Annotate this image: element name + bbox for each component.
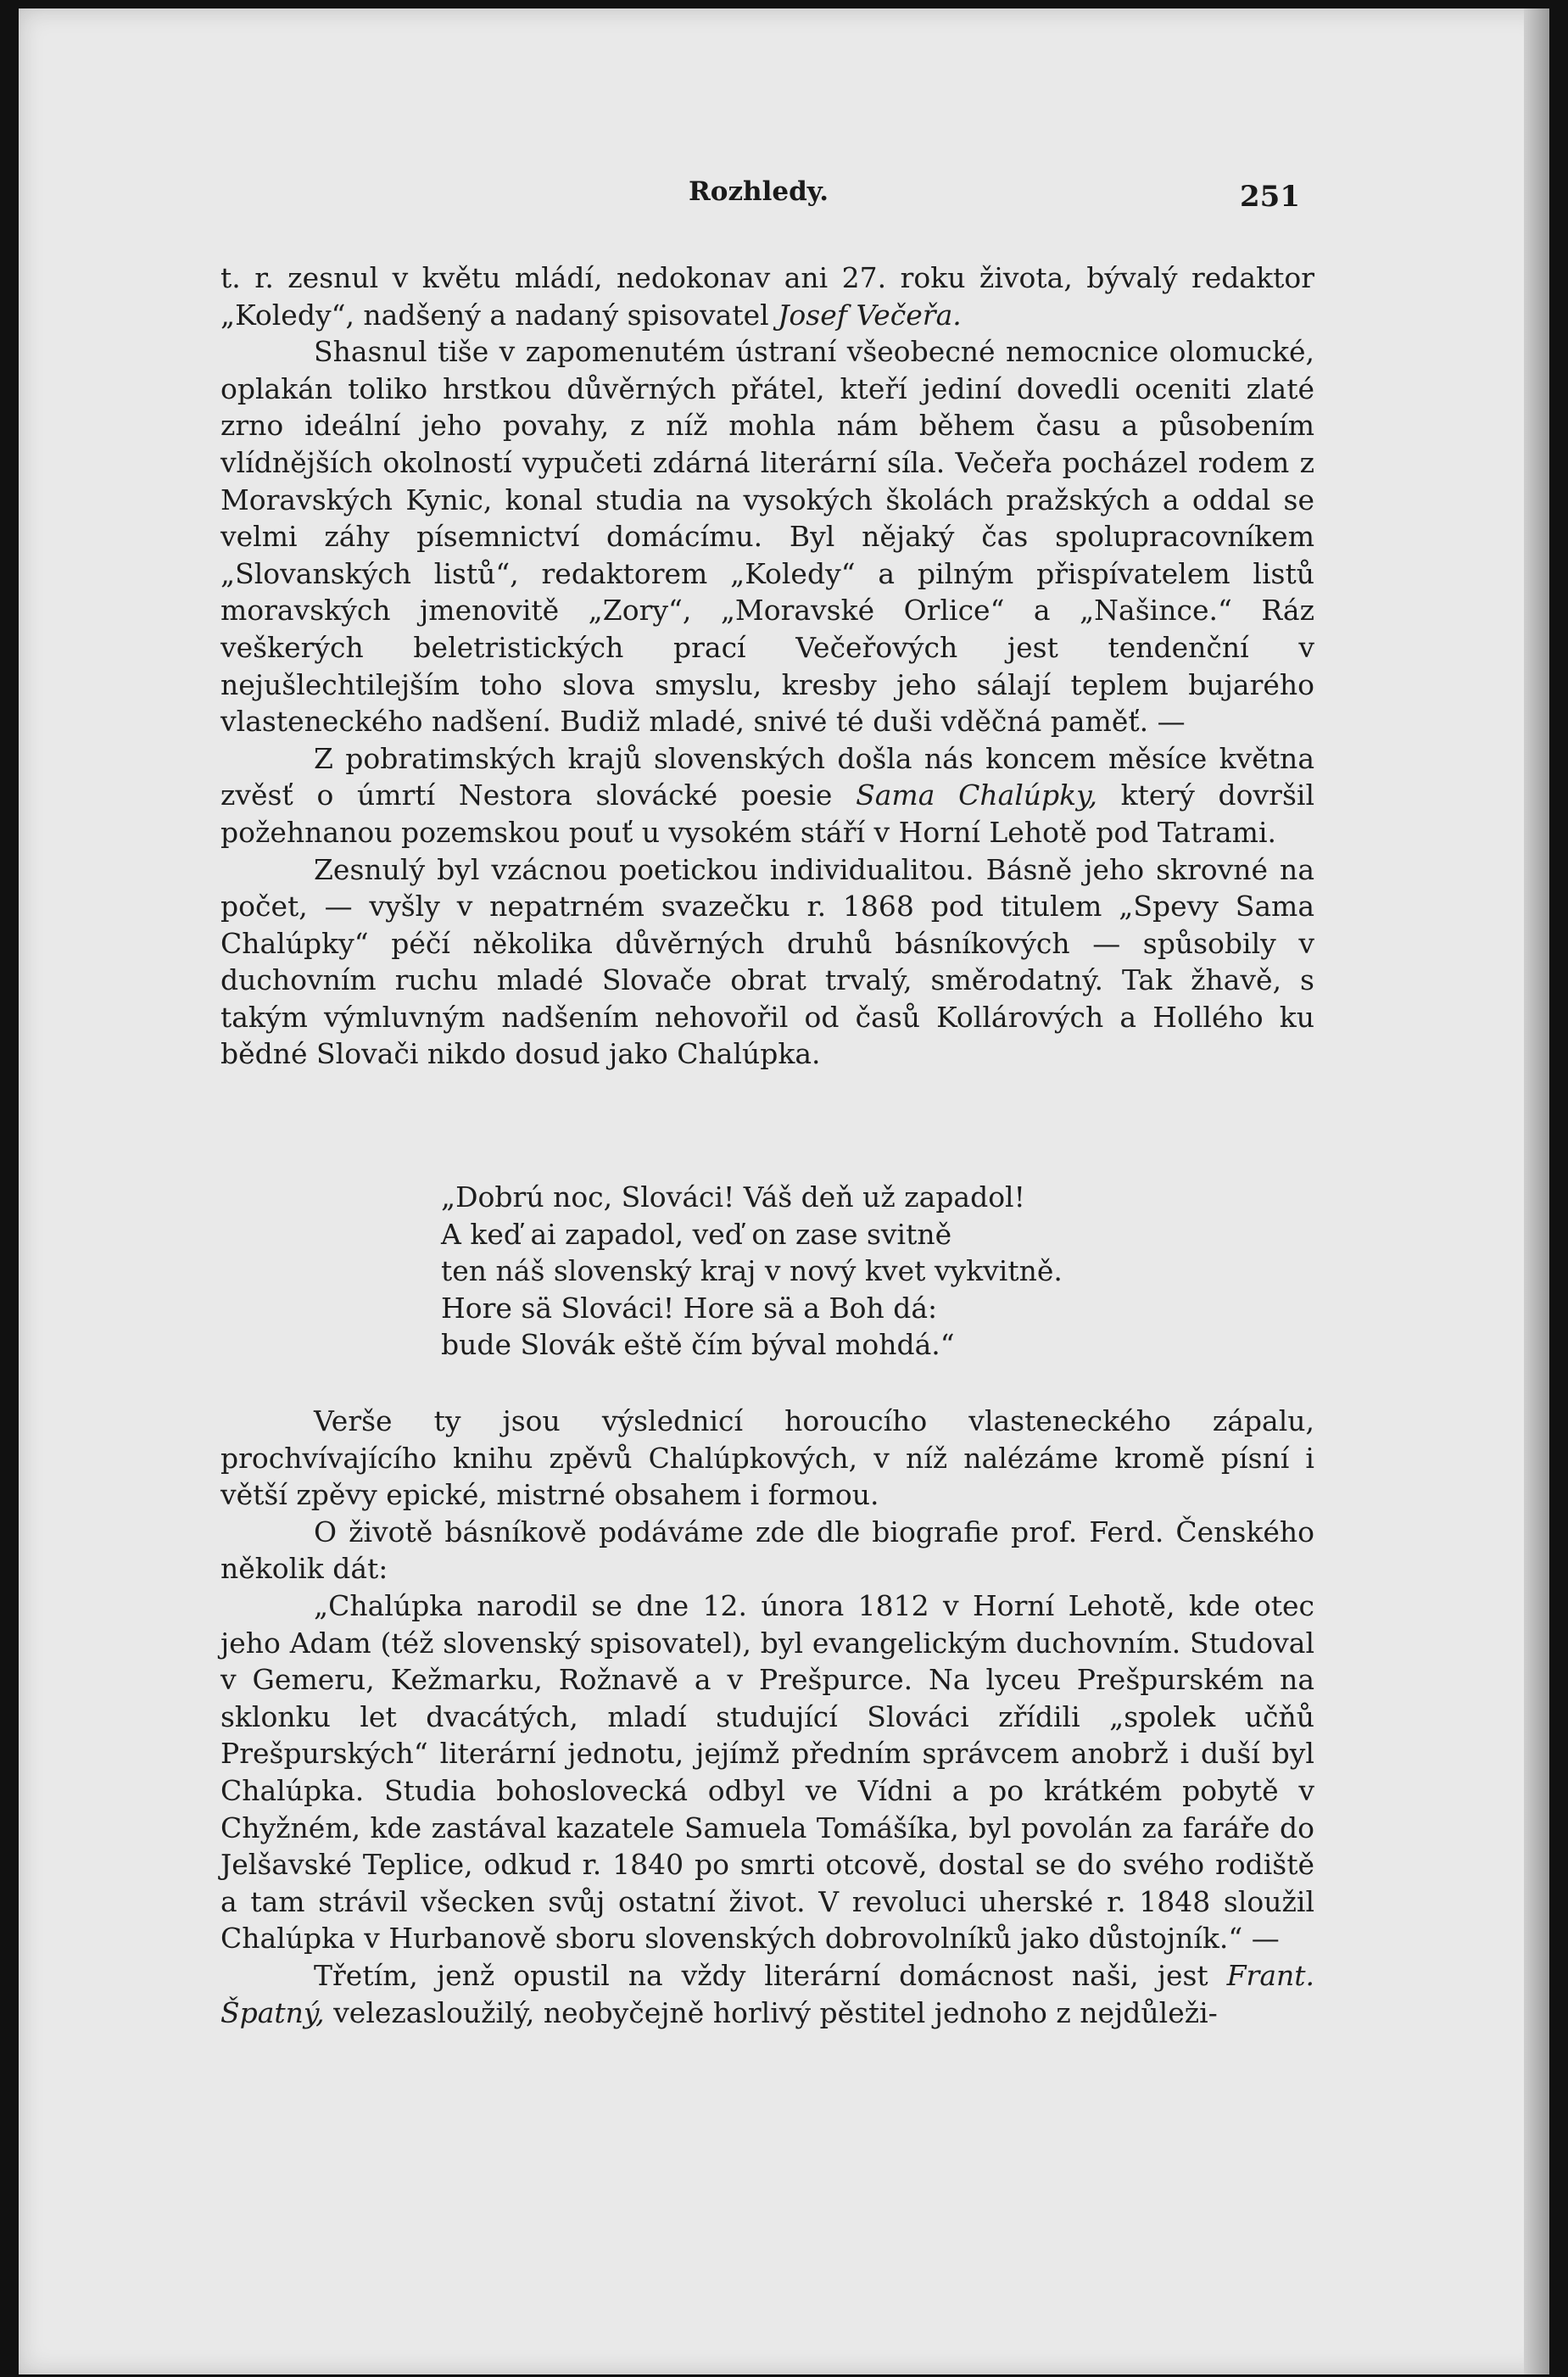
poem-line: A keď ai zapadol, veď on zase svitně: [441, 1217, 952, 1251]
paragraph-text: Z pobratimských krajů slovenských došla nás koncem měsíce května zvěsť o úmrtí Nestora slovácké poesie: [220, 741, 1314, 812]
poem-line: ten náš slovenský kraj v nový kvet vykvitně.: [441, 1254, 1063, 1288]
paragraph-chalupka-poetry: Zesnulý byl vzácnou poetickou individualitou. Básně jeho skrovné na počet, — vyšly v nepatrném svazečku r. 1868 pod titulem „Spevy Sama Chalúpky“ péčí několika důvěrných druhů básníkových — spůsobily v duchovním ruchu mladé Slovače obrat trvalý, směrodatný. Tak žhavě, s takým výmluvným nadšením nehovořil od časů Kollárových a Hollého ku bědné Slovači nikdo dosud jako Chalúpka.: [220, 852, 1314, 1071]
paragraph-biography-intro: O životě básníkově podáváme zde dle biografie prof. Ferd. Čenského několik dát:: [220, 1515, 1314, 1586]
paragraph-text: t. r. zesnul v květu mládí, nedokonav ani 27. roku života, bývalý redaktor „Koledy“, nadšený a nadaný spisovatel: [220, 261, 1314, 332]
paragraph-text: Třetím, jenž opustil na vždy literární domácnost naši, jest: [314, 1958, 1227, 1992]
poem-line: bude Slovák eště čím býval mohdá.“: [441, 1328, 955, 1362]
author-name-spatny: Frant. Špatný,: [220, 1958, 1314, 2029]
poem-quote: [441, 1179, 1063, 1364]
paragraph-text: velezasloužilý, neobyčejně horlivý pěstitel jednoho z nejdůleži-: [324, 1995, 1218, 2029]
text-block-2: [220, 1403, 1314, 2031]
book-page: [19, 8, 1549, 2374]
paragraph-biography-quote: „Chalúpka narodil se dne 12. února 1812 v Horní Lehotě, kde otec jeho Adam (též slovenský spisovatel), byl evangelickým duchovním. Studoval v Gemeru, Kežmarku, Rožnavě a v Prešpurce. Na lyceu Prešpurském na sklonku let dvacátých, mladí studující Slováci zřídili „spolek učňů Prešpurských“ literární jednotu, jejímž předním správcem anobrž i duší byl Chalúpka. Studia bohoslovecká odbyl ve Vídni a po krátkém pobytě v Chyžném, kde zastával kazatele Samuela Tomášíka, byl povolán za faráře do Jelšavské Teplice, odkud r. 1840 po smrti otcově, dostal se do svého rodiště a tam strávil všecken svůj ostatní život. V revoluci uherské r. 1848 sloužil Chalúpka v Hurbanově sboru slovenských dobrovolníků jako důstojník.“ —: [220, 1588, 1314, 1956]
paragraph-vecera-bio: Shasnul tiše v zapomenutém ústraní všeobecné nemocnice olomucké, oplakán toliko hrstkou důvěrných přátel, kteří jediní dovedli oceniti zlaté zrno ideální jeho povahy, z níž mohla nám během času a působením vlídnějších okolností vypučeti zdárná literární síla. Večeřa pocházel rodem z Moravských Kynic, konal studia na vysokých školách pražských a oddal se velmi záhy písemnictví domácímu. Byl nějaký čas spolupracovníkem „Slovanských listů“, redaktorem „Koledy“ a pilným přispívatelem listů moravských jmenovitě „Zory“, „Moravské Orlice“ a „Našince.“ Ráz veškerých beletristických prací Večeřových jest tendenční v nejušlechtilejším toho slova smyslu, kresby jeho sálají teplem bujarého vlasteneckého nadšení. Budiž mladé, snivé té duši vděčná paměť. —: [220, 335, 1314, 739]
paragraph-chalupka-death: [220, 740, 1314, 851]
page-binding-edge: [1524, 8, 1549, 2374]
page-number: 251: [1240, 180, 1300, 214]
author-name-vecera: Josef Večeřa.: [778, 298, 962, 332]
paragraph-vecera-intro: [220, 259, 1314, 333]
paragraph-verse-commentary: Verše ty jsou výslednicí horoucího vlasteneckého zápalu, prochvívajícího knihu zpěvů Chalúpkových, v níž nalézáme kromě písní i větší zpěvy epické, mistrné obsahem i formou.: [220, 1404, 1314, 1512]
poem-line: „Dobrú noc, Slováci! Váš deň už zapadol!: [441, 1180, 1025, 1214]
paragraph-spatny: [220, 1957, 1314, 2031]
poem-line: Hore sä Slováci! Hore sä a Boh dá:: [441, 1291, 938, 1325]
text-block-1: [220, 259, 1314, 1073]
author-name-chalupka: Sama Chalúpky,: [856, 778, 1097, 812]
running-header: Rozhledy.: [689, 176, 829, 207]
paragraph-text: který dovršil požehnanou pozemskou pouť u vysokém stáří v Horní Lehotě pod Tatrami.: [220, 778, 1315, 849]
